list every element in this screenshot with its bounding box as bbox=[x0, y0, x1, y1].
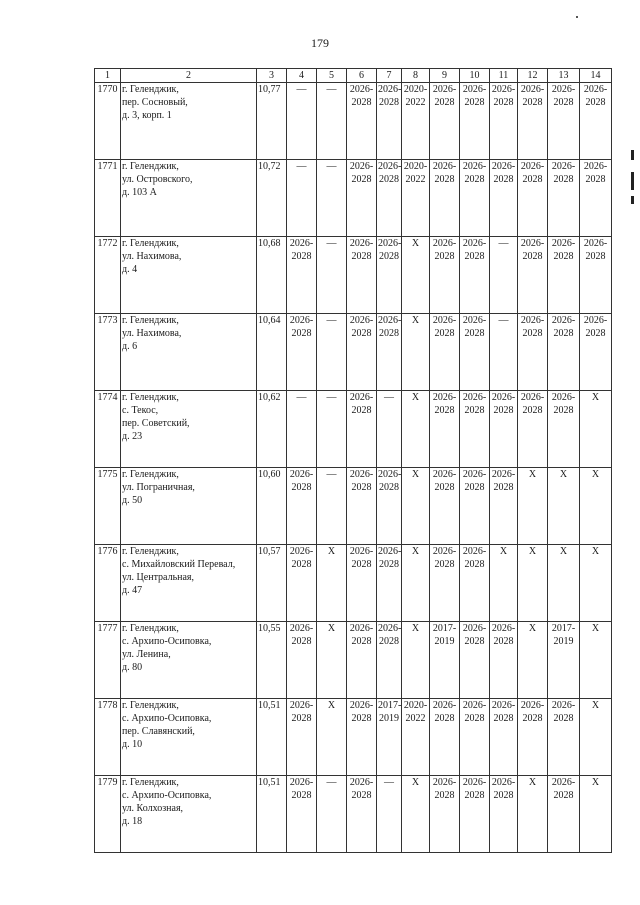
column-header: 5 bbox=[317, 69, 347, 83]
address-cell: г. Геленджик, ул. Нахимова, д. 6 bbox=[121, 314, 257, 391]
period-cell: 2026- 2028 bbox=[430, 160, 460, 237]
period-cell: 2026- 2028 bbox=[580, 237, 612, 314]
column-header: 12 bbox=[518, 69, 548, 83]
period-cell: 2026- 2028 bbox=[287, 776, 317, 853]
period-cell: 2026- 2028 bbox=[430, 314, 460, 391]
scan-dot bbox=[576, 16, 578, 18]
scan-edge-mark bbox=[631, 150, 634, 160]
period-cell: 2026- 2028 bbox=[347, 391, 377, 468]
registry-table bbox=[94, 68, 612, 853]
period-cell: 2020- 2022 bbox=[402, 160, 430, 237]
period-cell: 2026- 2028 bbox=[287, 314, 317, 391]
period-cell: 2026- 2028 bbox=[518, 83, 548, 160]
period-cell: 2026- 2028 bbox=[430, 391, 460, 468]
period-cell: 2026- 2028 bbox=[490, 622, 518, 699]
column-header: 4 bbox=[287, 69, 317, 83]
column-header: 10 bbox=[460, 69, 490, 83]
period-cell: 2017- 2019 bbox=[548, 622, 580, 699]
table-row bbox=[95, 314, 612, 391]
address-cell: г. Геленджик, с. Архипо-Осиповка, пер. Славянский, д. 10 bbox=[121, 699, 257, 776]
value-cell: 10,72 bbox=[257, 160, 287, 237]
period-cell: 2026- 2028 bbox=[347, 545, 377, 622]
column-header: 9 bbox=[430, 69, 460, 83]
row-number: 1774 bbox=[95, 391, 121, 468]
period-cell: 2026- 2028 bbox=[490, 468, 518, 545]
period-cell: 2026- 2028 bbox=[460, 468, 490, 545]
column-header: 6 bbox=[347, 69, 377, 83]
period-cell: 2026- 2028 bbox=[430, 83, 460, 160]
period-cell: 2026- 2028 bbox=[347, 699, 377, 776]
table-row bbox=[95, 468, 612, 545]
row-number: 1775 bbox=[95, 468, 121, 545]
period-cell: 2026- 2028 bbox=[580, 314, 612, 391]
period-cell: 2026- 2028 bbox=[347, 776, 377, 853]
address-cell: г. Геленджик, ул. Нахимова, д. 4 bbox=[121, 237, 257, 314]
period-cell: 2026- 2028 bbox=[460, 622, 490, 699]
period-cell: — bbox=[287, 160, 317, 237]
period-cell: X bbox=[317, 545, 347, 622]
period-cell: X bbox=[518, 545, 548, 622]
value-cell: 10,77 bbox=[257, 83, 287, 160]
table-row bbox=[95, 776, 612, 853]
row-number: 1778 bbox=[95, 699, 121, 776]
table-row bbox=[95, 391, 612, 468]
address-cell: г. Геленджик, пер. Сосновый, д. 3, корп. 1 bbox=[121, 83, 257, 160]
header-row bbox=[95, 69, 612, 83]
row-number: 1770 bbox=[95, 83, 121, 160]
period-cell: 2026- 2028 bbox=[460, 391, 490, 468]
period-cell: 2026- 2028 bbox=[490, 160, 518, 237]
address-cell: г. Геленджик, ул. Пограничная, д. 50 bbox=[121, 468, 257, 545]
period-cell: — bbox=[490, 237, 518, 314]
period-cell: 2026- 2028 bbox=[287, 237, 317, 314]
column-header: 2 bbox=[121, 69, 257, 83]
row-number: 1779 bbox=[95, 776, 121, 853]
period-cell: 2026- 2028 bbox=[430, 237, 460, 314]
column-header: 7 bbox=[377, 69, 402, 83]
period-cell: 2026- 2028 bbox=[460, 237, 490, 314]
row-number: 1776 bbox=[95, 545, 121, 622]
period-cell: 2026- 2028 bbox=[460, 699, 490, 776]
period-cell: — bbox=[377, 776, 402, 853]
period-cell: — bbox=[317, 237, 347, 314]
period-cell: 2026- 2028 bbox=[377, 468, 402, 545]
period-cell: 2026- 2028 bbox=[548, 83, 580, 160]
scan-edge-mark bbox=[631, 172, 634, 190]
period-cell: X bbox=[580, 699, 612, 776]
period-cell: 2026- 2028 bbox=[548, 776, 580, 853]
period-cell: X bbox=[402, 391, 430, 468]
period-cell: 2017- 2019 bbox=[430, 622, 460, 699]
column-header: 13 bbox=[548, 69, 580, 83]
period-cell: 2026- 2028 bbox=[518, 699, 548, 776]
period-cell: 2026- 2028 bbox=[347, 160, 377, 237]
period-cell: 2026- 2028 bbox=[430, 699, 460, 776]
period-cell: X bbox=[518, 622, 548, 699]
period-cell: 2026- 2028 bbox=[460, 83, 490, 160]
period-cell: — bbox=[287, 83, 317, 160]
table-row bbox=[95, 545, 612, 622]
period-cell: 2026- 2028 bbox=[548, 160, 580, 237]
period-cell: 2026- 2028 bbox=[347, 622, 377, 699]
address-cell: г. Геленджик, с. Текос, пер. Советский, д. 23 bbox=[121, 391, 257, 468]
table-row bbox=[95, 622, 612, 699]
period-cell: X bbox=[402, 622, 430, 699]
period-cell: 2026- 2028 bbox=[430, 468, 460, 545]
period-cell: X bbox=[317, 622, 347, 699]
period-cell: X bbox=[317, 699, 347, 776]
row-number: 1773 bbox=[95, 314, 121, 391]
period-cell: 2026- 2028 bbox=[287, 699, 317, 776]
period-cell: 2026- 2028 bbox=[430, 776, 460, 853]
period-cell: 2026- 2028 bbox=[490, 391, 518, 468]
period-cell: — bbox=[317, 160, 347, 237]
value-cell: 10,51 bbox=[257, 699, 287, 776]
table-row bbox=[95, 160, 612, 237]
column-header: 11 bbox=[490, 69, 518, 83]
period-cell: — bbox=[317, 83, 347, 160]
table-row bbox=[95, 699, 612, 776]
value-cell: 10,60 bbox=[257, 468, 287, 545]
period-cell: X bbox=[490, 545, 518, 622]
table-body bbox=[95, 83, 612, 853]
period-cell: 2026- 2028 bbox=[287, 622, 317, 699]
period-cell: 2026- 2028 bbox=[518, 391, 548, 468]
period-cell: 2026- 2028 bbox=[377, 545, 402, 622]
value-cell: 10,57 bbox=[257, 545, 287, 622]
row-number: 1777 bbox=[95, 622, 121, 699]
period-cell: 2026- 2028 bbox=[518, 314, 548, 391]
period-cell: X bbox=[580, 776, 612, 853]
period-cell: X bbox=[402, 314, 430, 391]
period-cell: — bbox=[490, 314, 518, 391]
period-cell: 2026- 2028 bbox=[518, 237, 548, 314]
period-cell: 2026- 2028 bbox=[460, 545, 490, 622]
period-cell: 2026- 2028 bbox=[548, 699, 580, 776]
table-row bbox=[95, 83, 612, 160]
period-cell: — bbox=[317, 468, 347, 545]
period-cell: 2026- 2028 bbox=[347, 314, 377, 391]
period-cell: 2026- 2028 bbox=[460, 776, 490, 853]
value-cell: 10,68 bbox=[257, 237, 287, 314]
row-number: 1772 bbox=[95, 237, 121, 314]
period-cell: 2020- 2022 bbox=[402, 83, 430, 160]
period-cell: 2026- 2028 bbox=[347, 83, 377, 160]
period-cell: 2026- 2028 bbox=[377, 314, 402, 391]
period-cell: X bbox=[580, 545, 612, 622]
period-cell: 2026- 2028 bbox=[580, 83, 612, 160]
period-cell: 2026- 2028 bbox=[430, 545, 460, 622]
period-cell: 2026- 2028 bbox=[548, 391, 580, 468]
period-cell: X bbox=[402, 545, 430, 622]
period-cell: — bbox=[317, 776, 347, 853]
period-cell: X bbox=[580, 391, 612, 468]
period-cell: 2026- 2028 bbox=[347, 237, 377, 314]
column-header: 8 bbox=[402, 69, 430, 83]
address-cell: г. Геленджик, с. Михайловский Перевал, ул. Центральная, д. 47 bbox=[121, 545, 257, 622]
address-cell: г. Геленджик, с. Архипо-Осиповка, ул. Колхозная, д. 18 bbox=[121, 776, 257, 853]
value-cell: 10,64 bbox=[257, 314, 287, 391]
period-cell: — bbox=[317, 314, 347, 391]
period-cell: 2026- 2028 bbox=[377, 160, 402, 237]
period-cell: 2026- 2028 bbox=[490, 83, 518, 160]
value-cell: 10,55 bbox=[257, 622, 287, 699]
period-cell: X bbox=[548, 545, 580, 622]
period-cell: 2026- 2028 bbox=[377, 237, 402, 314]
address-cell: г. Геленджик, ул. Островского, д. 103 А bbox=[121, 160, 257, 237]
period-cell: 2026- 2028 bbox=[347, 468, 377, 545]
period-cell: 2026- 2028 bbox=[548, 314, 580, 391]
period-cell: 2026- 2028 bbox=[287, 468, 317, 545]
period-cell: 2026- 2028 bbox=[518, 160, 548, 237]
column-header: 1 bbox=[95, 69, 121, 83]
period-cell: 2026- 2028 bbox=[377, 83, 402, 160]
period-cell: 2020- 2022 bbox=[402, 699, 430, 776]
period-cell: X bbox=[402, 468, 430, 545]
period-cell: 2026- 2028 bbox=[490, 776, 518, 853]
period-cell: 2026- 2028 bbox=[460, 160, 490, 237]
address-cell: г. Геленджик, с. Архипо-Осиповка, ул. Ленина, д. 80 bbox=[121, 622, 257, 699]
period-cell: X bbox=[518, 468, 548, 545]
row-number: 1771 bbox=[95, 160, 121, 237]
scan-edge-mark bbox=[631, 196, 634, 204]
period-cell: 2026- 2028 bbox=[548, 237, 580, 314]
page-number: 179 bbox=[311, 36, 329, 50]
period-cell: X bbox=[402, 776, 430, 853]
table-row bbox=[95, 237, 612, 314]
period-cell: — bbox=[317, 391, 347, 468]
period-cell: 2026- 2028 bbox=[287, 545, 317, 622]
period-cell: — bbox=[377, 391, 402, 468]
period-cell: 2026- 2028 bbox=[490, 699, 518, 776]
period-cell: X bbox=[580, 468, 612, 545]
column-header: 3 bbox=[257, 69, 287, 83]
period-cell: 2026- 2028 bbox=[580, 160, 612, 237]
value-cell: 10,51 bbox=[257, 776, 287, 853]
period-cell: 2026- 2028 bbox=[460, 314, 490, 391]
period-cell: X bbox=[518, 776, 548, 853]
column-header: 14 bbox=[580, 69, 612, 83]
period-cell: — bbox=[287, 391, 317, 468]
period-cell: 2026- 2028 bbox=[377, 622, 402, 699]
period-cell: 2017- 2019 bbox=[377, 699, 402, 776]
period-cell: X bbox=[580, 622, 612, 699]
value-cell: 10,62 bbox=[257, 391, 287, 468]
period-cell: X bbox=[402, 237, 430, 314]
period-cell: X bbox=[548, 468, 580, 545]
